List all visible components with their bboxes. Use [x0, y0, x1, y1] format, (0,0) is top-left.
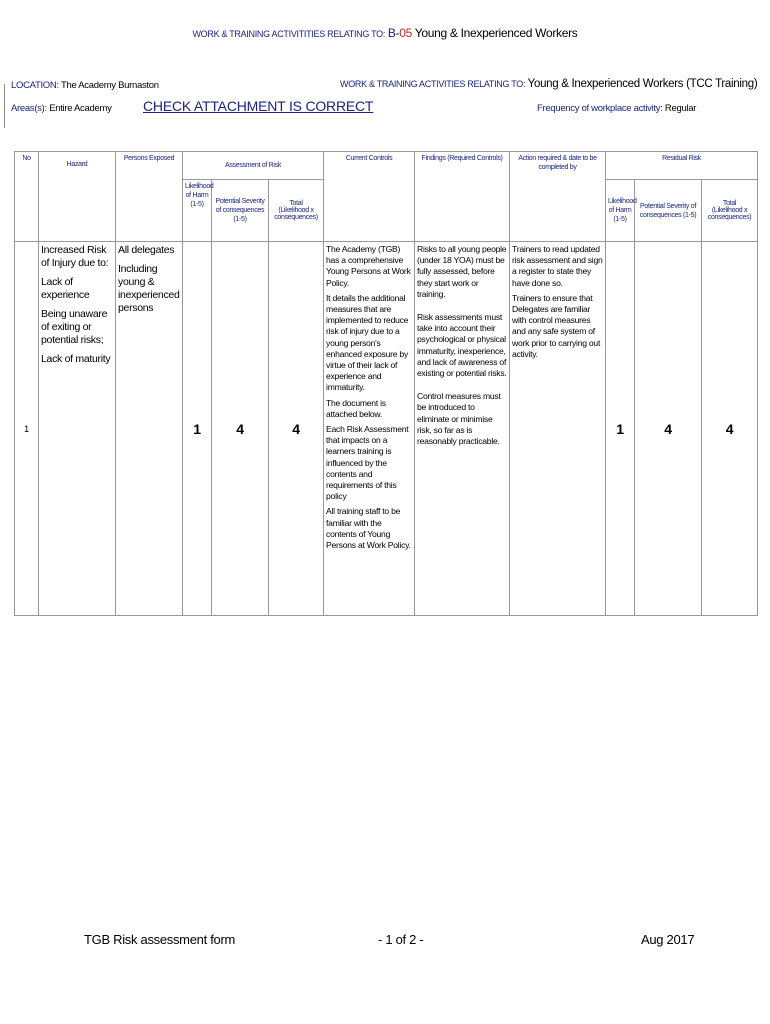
risk-assessment-table: [14, 151, 758, 616]
footer-date: Aug 2017: [641, 932, 695, 947]
hazard-line: Lack of maturity: [41, 353, 111, 365]
activity-line: [340, 78, 757, 90]
activity-label: WORK & TRAINING ACTIVITIES RELATING TO:: [340, 79, 526, 89]
findings-paragraph: Control measures must be introduced to eliminate or minimise risk, so far as is reasonably practicable.: [417, 391, 501, 447]
hazard-line: Lack of experience: [41, 276, 90, 301]
subheader-residual-severity: Potential Severity of consequences (1-5): [635, 180, 702, 242]
controls-paragraph: The Academy (TGB) has a comprehensive Young Persons at Work Policy.: [326, 244, 411, 288]
persons-line: Including young & inexperienced persons: [118, 263, 180, 314]
total-value: 4: [269, 242, 324, 616]
row-number: 1: [15, 242, 39, 616]
areas-label: Areas(s):: [11, 103, 47, 114]
controls-cell: [324, 242, 415, 616]
document-title: [0, 26, 770, 40]
residual-total-value: 4: [702, 242, 758, 616]
controls-paragraph: All training staff to be familiar with the contents of Young Persons at Work Policy.: [326, 506, 411, 551]
findings-cell: [415, 242, 510, 616]
title-subject: Young & Inexperienced Workers: [414, 26, 578, 40]
controls-paragraph: It details the additional measures that are implemented to reduce risk of injury due to a young person's enhanced exposure by virtue of their lack of experience and immaturity.: [326, 292, 409, 393]
controls-paragraph: The document is attached below.: [326, 397, 386, 419]
frequency-line: [537, 103, 696, 114]
likelihood-value: 1: [183, 242, 212, 616]
header-no: No: [15, 152, 39, 242]
persons-cell: [116, 242, 183, 616]
location-label: LOCATION:: [11, 80, 59, 91]
location-value: The Academy Burnaston: [60, 80, 159, 91]
activity-value: Young & Inexperienced Workers (TCC Training): [527, 78, 758, 90]
subheader-residual-likelihood: Likelihood of Harm (1-5): [606, 180, 635, 242]
findings-paragraph: Risks to all young people (under 18 YOA) must be fully assessed, before they start work or training.: [417, 244, 507, 299]
subheader-likelihood: Likelihood of Harm (1-5): [183, 180, 212, 242]
subheader-total: [269, 180, 324, 242]
residual-severity-value: 4: [635, 242, 702, 616]
title-code: B-05: [387, 26, 412, 40]
areas-line: [11, 103, 112, 114]
header-assessment: Assessment of Risk: [183, 152, 324, 180]
header-findings: Findings (Required Controls): [415, 152, 510, 242]
header-residual-risk: Residual Risk: [606, 152, 758, 180]
severity-value: 4: [212, 242, 269, 616]
findings-paragraph: Risk assessments must take into account their psychological or physical immaturity, inexperience, and lack of awareness of existing or potential risks.: [417, 312, 507, 379]
residual-likelihood-value: 1: [606, 242, 635, 616]
hazard-cell: [39, 242, 116, 616]
frequency-label: Frequency of workplace activity:: [537, 103, 663, 114]
areas-value: Entire Academy: [49, 103, 112, 114]
title-prefix: WORK & TRAINING ACTIVITITIES RELATING TO:: [192, 29, 386, 39]
header-action-required: Action required & date to be completed by: [510, 152, 606, 242]
residual-total-label: Total (Likelihood x consequences): [707, 199, 752, 221]
footer-form-name: TGB Risk assessment form: [84, 932, 235, 947]
location-line: [11, 80, 159, 91]
persons-line: All delegates: [118, 244, 175, 256]
hazard-line: Being unaware of exiting or potential risks;: [41, 308, 108, 346]
check-attachment-notice: CHECK ATTACHMENT IS CORRECT: [143, 98, 374, 114]
subheader-severity: Potential Severity of consequences (1-5): [212, 180, 269, 242]
action-paragraph: Trainers to ensure that Delegates are familiar with control measures and any safe system of work prior to carrying out activity.: [512, 292, 601, 359]
total-label: Total (Likelihood x consequences): [274, 199, 318, 221]
table-row: [15, 242, 758, 616]
controls-paragraph: Each Risk Assessment that impacts on a learners training is influenced by the contents and requirements of this policy: [326, 424, 409, 502]
subheader-residual-total: [702, 180, 758, 242]
action-paragraph: Trainers to read updated risk assessment and sign a register to state they have done so.: [512, 244, 603, 288]
action-cell: [510, 242, 606, 616]
hazard-line: Increased Risk of Injury due to:: [41, 244, 109, 269]
header-current-controls: Current Controls: [324, 152, 415, 242]
footer-page-number: - 1 of 2 -: [378, 932, 424, 947]
header-persons-exposed: Persons Exposed: [116, 152, 183, 242]
frequency-value: Regular: [664, 103, 697, 114]
margin-marker: [4, 84, 5, 128]
table-header-row: [15, 152, 758, 180]
header-hazard: Hazard: [39, 152, 116, 242]
